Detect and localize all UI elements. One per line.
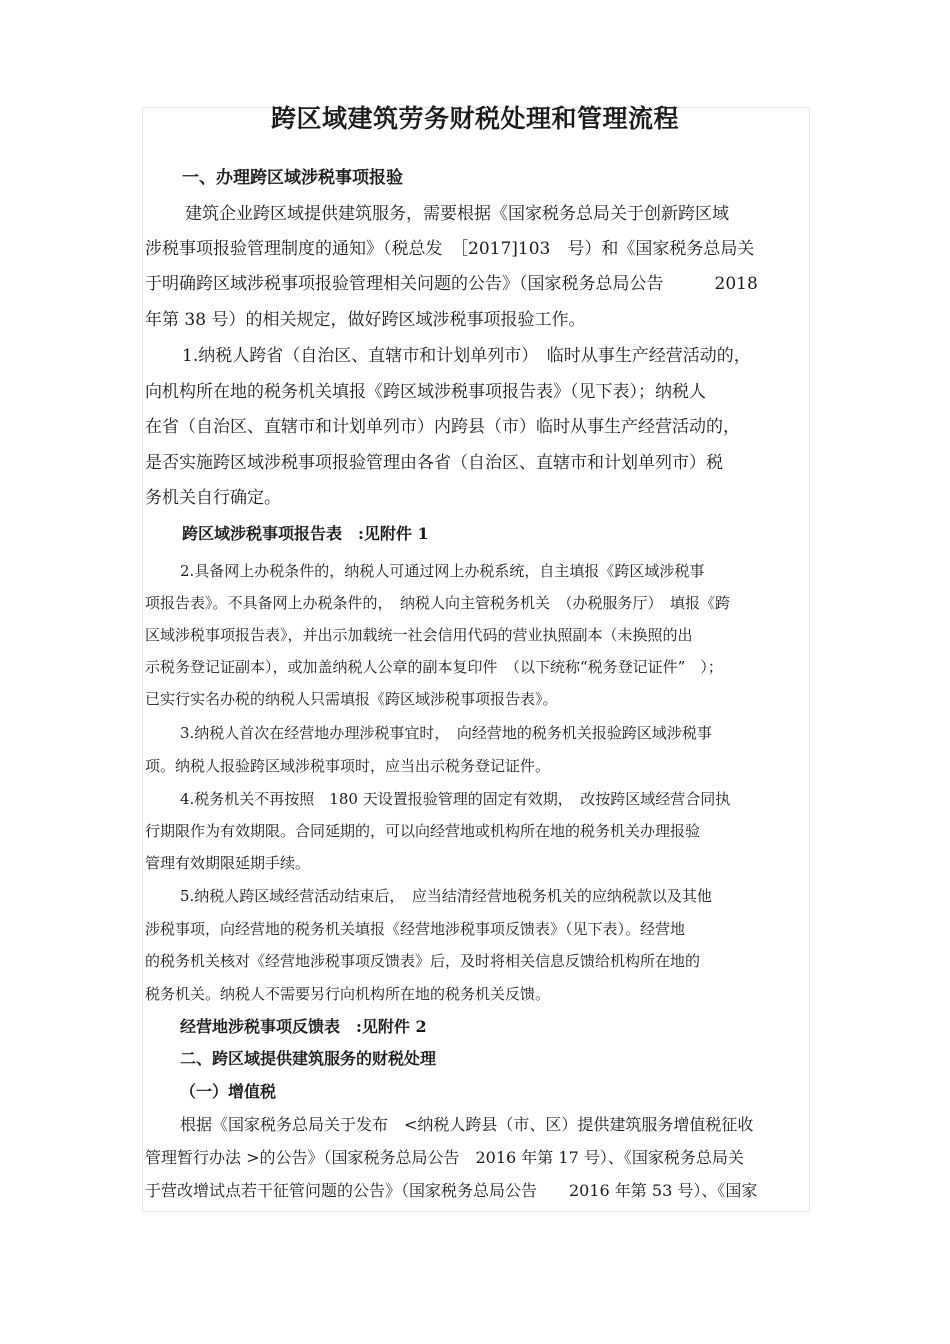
paragraph-line: 涉税事项，向经营地的税务机关填报《经营地涉税事项反馈表》（见下表）。经营地 bbox=[145, 920, 686, 938]
page-title: 跨区域建筑劳务财税处理和管理流程 bbox=[270, 104, 679, 133]
paragraph-line: 管理暂行办法 >的公告》（国家税务总局公告 2016 年第 17 号）、《国家税务总局关 bbox=[145, 1148, 744, 1167]
paragraph-line: 2.具备网上办税条件的，纳税人可通过网上办税系统，自主填报《跨区域涉税事 bbox=[180, 562, 705, 580]
paragraph-line: 区域涉税事项报告表》，并出示加载统一社会信用代码的营业执照副本（未换照的出 bbox=[145, 626, 693, 644]
paragraph-line: 年第 38 号）的相关规定，做好跨区域涉税事项报验工作。 bbox=[145, 310, 586, 330]
attachment-note-1: 跨区域涉税事项报告表 :见附件 1 bbox=[182, 524, 429, 543]
paragraph-line: 行期限作为有效期限。合同延期的，可以向经营地或机构所在地的税务机关办理报验 bbox=[145, 822, 701, 840]
paragraph-line: 于营改增试点若干征管问题的公告》（国家税务总局公告 2016 年第 53 号）、《国家 bbox=[145, 1181, 758, 1200]
paragraph-line: 税务机关。纳税人不需要另行向机构所在地的税务机关反馈。 bbox=[145, 985, 551, 1003]
paragraph-line: 4.税务机关不再按照 180 天设置报验管理的固定有效期， 改按跨区域经营合同执 bbox=[180, 790, 731, 808]
paragraph-line: 建筑企业跨区域提供建筑服务，需要根据《国家税务总局关于创新跨区域 bbox=[185, 204, 729, 224]
paragraph-line: 管理有效期限延期手续。 bbox=[145, 854, 311, 872]
paragraph-line: 5.纳税人跨区域经营活动结束后， 应当结清经营地税务机关的应纳税款以及其他 bbox=[180, 887, 712, 905]
paragraph-line: 的税务机关核对《经营地涉税事项反馈表》后，及时将相关信息反馈给机构所在地的 bbox=[145, 952, 701, 970]
paragraph-line: 务机关自行确定。 bbox=[145, 488, 281, 508]
paragraph-line: 是否实施跨区域涉税事项报验管理由各省（自治区、直辖市和计划单列市）税 bbox=[145, 453, 723, 473]
paragraph-line: 在省（自治区、直辖市和计划单列市）内跨县（市）临时从事生产经营活动的， bbox=[145, 417, 740, 437]
paragraph-line: 向机构所在地的税务机关填报《跨区域涉税事项报告表》（见下表）；纳税人 bbox=[145, 382, 706, 402]
attachment-note-2: 经营地涉税事项反馈表 :见附件 2 bbox=[180, 1017, 427, 1036]
section-heading-1: 一、办理跨区域涉税事项报验 bbox=[182, 168, 403, 188]
section-heading-2: 二、跨区域提供建筑服务的财税处理 bbox=[180, 1049, 437, 1068]
paragraph-line: 项报告表》。不具备网上办税条件的， 纳税人向主管税务机关 （办税服务厅） 填报《跨 bbox=[145, 594, 731, 612]
subsection-heading: （一）增值税 bbox=[180, 1082, 277, 1101]
paragraph-line: 涉税事项报验管理制度的通知》（税总发 ［2017]103 号）和《国家税务总局关 bbox=[145, 239, 755, 259]
paragraph-line: 项。纳税人报验跨区域涉税事项时，应当出示税务登记证件。 bbox=[145, 757, 551, 775]
paragraph-line: 已实行实名办税的纳税人只需填报《跨区域涉税事项报告表》。 bbox=[145, 690, 558, 708]
paragraph-line: 3.纳税人首次在经营地办理涉税事宜时， 向经营地的税务机关报验跨区域涉税事 bbox=[180, 724, 712, 742]
paragraph-line: 示税务登记证副本），或加盖纳税人公章的副本复印件 （以下统称“税务登记证件” ）； bbox=[145, 658, 723, 676]
paragraph-line: 根据《国家税务总局关于发布 <纳税人跨县（市、区）提供建筑服务增值税征收 bbox=[180, 1115, 754, 1134]
paragraph-line: 1.纳税人跨省（自治区、直辖市和计划单列市） 临时从事生产经营活动的， bbox=[182, 346, 751, 366]
paragraph-line: 于明确跨区域涉税事项报验管理相关问题的公告》（国家税务总局公告 2018 bbox=[145, 274, 758, 294]
